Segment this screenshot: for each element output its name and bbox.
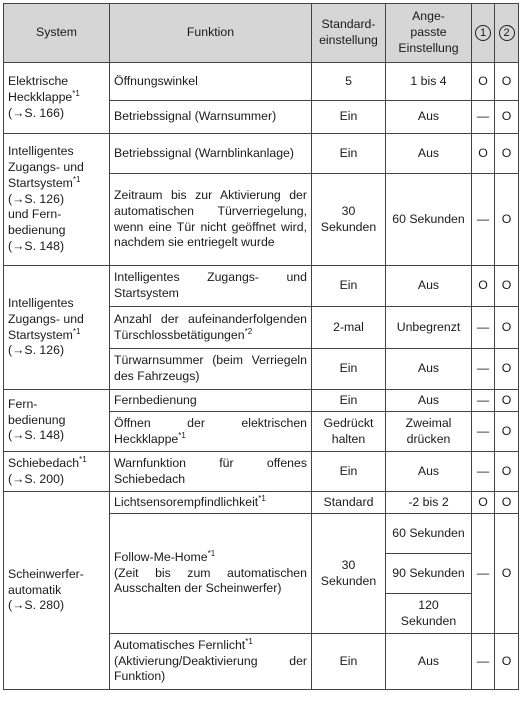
standard-cell: Ein	[312, 101, 386, 134]
col1-cell: —	[472, 101, 495, 134]
col2-cell: O	[495, 349, 519, 390]
col2-cell: O	[495, 101, 519, 134]
funktion-cell: Betriebssignal (Warnblinkanlage)	[110, 134, 312, 174]
header-col2: 2	[495, 4, 519, 63]
table-row	[4, 63, 519, 101]
col1-cell: O	[472, 134, 495, 174]
header-angepasst: Ange- passte Einstellung	[386, 4, 472, 63]
header-col1: 1	[472, 4, 495, 63]
standard-cell: Ein	[312, 349, 386, 390]
col2-cell: O	[495, 412, 519, 452]
angepasst-cell: 60 Sekunden	[386, 174, 472, 266]
col2-cell: O	[495, 492, 519, 514]
funktion-cell: Anzahl der aufeinanderfolgenden Türschlossbetätigungen$^{*2}$	[110, 307, 312, 349]
system-cell: Scheinwerfer- automatik (→S. 280)	[4, 492, 110, 690]
system-cell: Intelligentes Zugangs- und Startsystem$^{*1}$ (→S. 126) und Fern-bedienung (→S. 148)	[4, 134, 110, 266]
standard-cell: Ein	[312, 452, 386, 492]
angepasst-cell: Aus	[386, 134, 472, 174]
table-row	[4, 390, 519, 412]
standard-cell: 30 Sekunden	[312, 174, 386, 266]
angepasst-cell: Zweimal drücken	[386, 412, 472, 452]
header-funktion: Funktion	[110, 4, 312, 63]
angepasst-cell: Aus	[386, 634, 472, 690]
angepasst-cell: 90 Sekunden	[386, 554, 472, 594]
funktion-cell: Öffnungswinkel	[110, 63, 312, 101]
system-cell: Elektrische Heckklappe$^{*1}$ (→S. 166)	[4, 63, 110, 134]
standard-cell: Ein	[312, 266, 386, 307]
header-row	[4, 4, 519, 63]
header-system: System	[4, 4, 110, 63]
standard-cell: Ein	[312, 634, 386, 690]
funktion-cell: Intelligentes Zugangs- und Startsystem	[110, 266, 312, 307]
angepasst-cell: -2 bis 2	[386, 492, 472, 514]
angepasst-cell: Aus	[386, 452, 472, 492]
col2-cell: O	[495, 390, 519, 412]
funktion-cell: Zeitraum bis zur Aktivierung der automatischen Türverriegelung, wenn eine Tür nicht geöffnet wird, nachdem sie entriegelt wurde	[110, 174, 312, 266]
standard-cell: 30 Sekunden	[312, 514, 386, 634]
col1-cell: —	[472, 412, 495, 452]
col1-cell: O	[472, 63, 495, 101]
col2-cell: O	[495, 63, 519, 101]
standard-cell: 2-mal	[312, 307, 386, 349]
col1-cell: —	[472, 634, 495, 690]
header-standard: Standard- einstellung	[312, 4, 386, 63]
angepasst-cell: Unbegrenzt	[386, 307, 472, 349]
col2-cell: O	[495, 174, 519, 266]
funktion-cell: Follow-Me-Home$^{*1}$ (Zeit bis zum automatischen Ausschalten der Scheinwerfer)	[110, 514, 312, 634]
system-cell: Fern- bedienung (→S. 148)	[4, 390, 110, 452]
funktion-cell: Automatisches Fernlicht$^{*1}$ (Aktivierung/Deaktivierung der Funktion)	[110, 634, 312, 690]
col1-cell: —	[472, 307, 495, 349]
col2-cell: O	[495, 134, 519, 174]
col1-cell: O	[472, 266, 495, 307]
angepasst-cell: Aus	[386, 101, 472, 134]
col1-cell: —	[472, 349, 495, 390]
table-row	[4, 266, 519, 307]
standard-cell: Ein	[312, 134, 386, 174]
funktion-cell: Lichtsensorempfindlichkeit$^{*1}$	[110, 492, 312, 514]
col1-cell: —	[472, 174, 495, 266]
angepasst-cell: Aus	[386, 266, 472, 307]
system-cell: Intelligentes Zugangs- und Startsystem$^{*1}$ (→S. 126)	[4, 266, 110, 390]
angepasst-cell: Aus	[386, 390, 472, 412]
funktion-cell: Türwarnsummer (beim Verriegeln des Fahrzeugs)	[110, 349, 312, 390]
settings-table	[3, 3, 519, 690]
standard-cell: Ein	[312, 390, 386, 412]
col2-cell: O	[495, 452, 519, 492]
col2-cell: O	[495, 634, 519, 690]
table-row	[4, 452, 519, 492]
col2-cell: O	[495, 266, 519, 307]
col2-cell: O	[495, 307, 519, 349]
table-row	[4, 134, 519, 174]
standard-cell: 5	[312, 63, 386, 101]
col2-cell: O	[495, 514, 519, 634]
funktion-cell: Öffnen der elektrischen Heckklappe$^{*1}$	[110, 412, 312, 452]
angepasst-cell: Aus	[386, 349, 472, 390]
col1-cell: —	[472, 514, 495, 634]
system-cell: Schiebedach$^{*1}$ (→S. 200)	[4, 452, 110, 492]
funktion-cell: Fernbedienung	[110, 390, 312, 412]
angepasst-cell: 1 bis 4	[386, 63, 472, 101]
col1-cell: O	[472, 492, 495, 514]
funktion-cell: Warnfunktion für offenes Schiebedach	[110, 452, 312, 492]
funktion-cell: Betriebssignal (Warnsummer)	[110, 101, 312, 134]
table-row	[4, 492, 519, 514]
standard-cell: Standard	[312, 492, 386, 514]
angepasst-cell: 120 Sekunden	[386, 594, 472, 634]
standard-cell: Gedrückt halten	[312, 412, 386, 452]
col1-cell: —	[472, 390, 495, 412]
angepasst-cell: 60 Sekunden	[386, 514, 472, 554]
col1-cell: —	[472, 452, 495, 492]
